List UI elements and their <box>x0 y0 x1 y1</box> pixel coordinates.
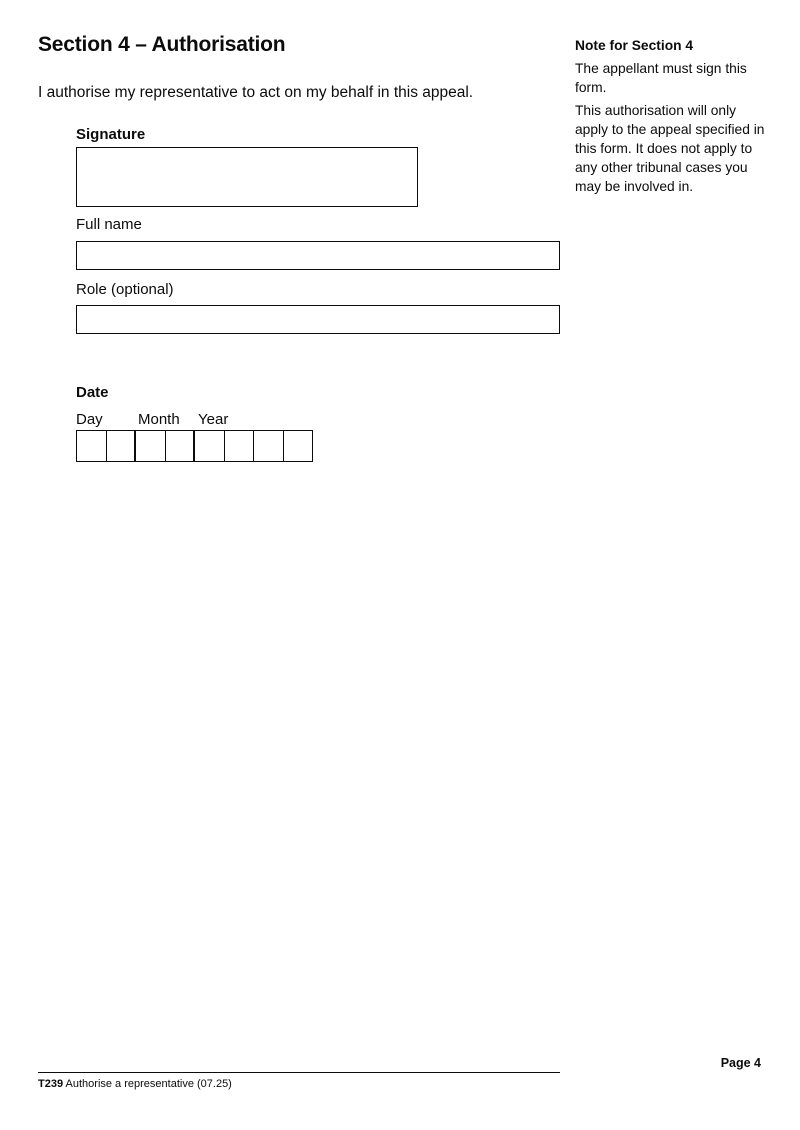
section-title: Section 4 – Authorisation <box>38 33 286 56</box>
year-digit-3[interactable] <box>253 430 284 462</box>
month-digit-2[interactable] <box>165 430 196 462</box>
day-digit-1[interactable] <box>76 430 107 462</box>
date-digit-boxes <box>76 430 312 462</box>
full-name-field[interactable] <box>76 241 560 270</box>
note-title: Note for Section 4 <box>575 38 694 53</box>
footer-divider <box>38 1072 560 1073</box>
year-digit-4[interactable] <box>283 430 314 462</box>
day-digit-2[interactable] <box>106 430 137 462</box>
signature-label: Signature <box>76 126 146 143</box>
full-name-label: Full name <box>76 216 142 233</box>
page-number: Page 4 <box>720 1056 761 1070</box>
note-paragraph-1: The appellant must sign this form. <box>575 61 747 95</box>
signature-field[interactable] <box>76 147 418 207</box>
role-field[interactable] <box>76 305 560 334</box>
date-label: Date <box>76 384 109 401</box>
form-code: T239 <box>38 1078 64 1090</box>
year-label: Year <box>198 411 229 428</box>
role-label: Role (optional) <box>76 281 174 298</box>
month-digit-1[interactable] <box>135 430 166 462</box>
authorisation-statement: I authorise my representative to act on my behalf in this appeal. <box>38 84 474 101</box>
year-digit-1[interactable] <box>194 430 225 462</box>
year-digit-2[interactable] <box>224 430 255 462</box>
form-title: Authorise a representative (07.25) <box>65 1078 232 1090</box>
day-label: Day <box>76 411 103 428</box>
month-label: Month <box>138 411 180 428</box>
footer-form-reference <box>38 1078 232 1090</box>
section-note <box>575 36 765 200</box>
note-paragraph-2: This authorisation will only apply to the appeal specified in this form. It does not apply to any other tribunal cases you may be involved in. <box>575 103 765 194</box>
